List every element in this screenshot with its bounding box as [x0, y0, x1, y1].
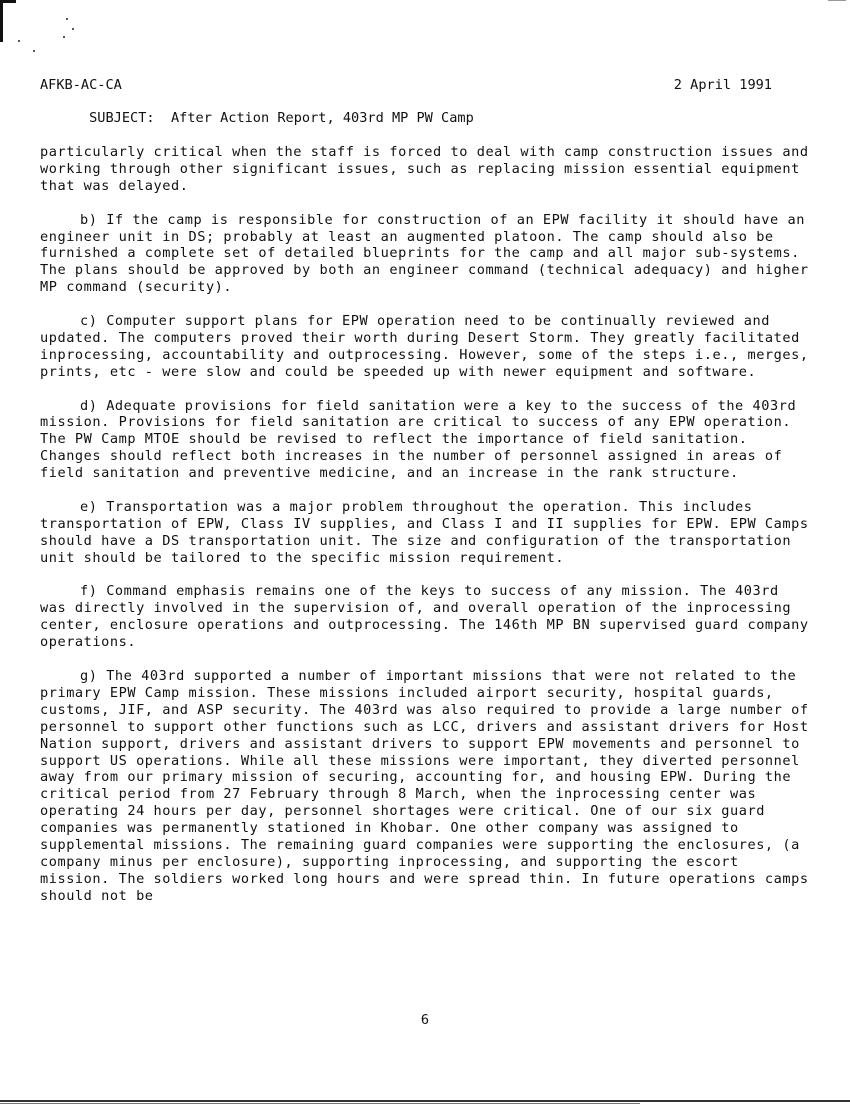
- subject-text: After Action Report, 403rd MP PW Camp: [170, 110, 474, 126]
- paragraph-continued: particularly critical when the staff is forced to deal with camp construction issues and working through other significant issues, such as replacing mission essential equipment that was delayed.: [40, 144, 809, 194]
- scan-speck: [18, 40, 20, 42]
- memo-body: [40, 144, 810, 922]
- paragraph-g: g) The 403rd supported a number of important missions that were not related to the primary EPW Camp mission. These missions included airport security, hospital guards, customs, JIF, and ASP security. The 403rd was also required to provide a large number of personnel to support other functions such as LCC, drivers and assistant drivers for Host Nation support, drivers and assistant drivers to support EPW movements and personnel to support US operations. While all these missions were important, they diverted personnel away from our primary mission of securing, accounting for, and housing EPW. During the critical period from 27 February through 8 March, when the inprocessing center was operating 24 hours per day, personnel shortages were critical. One of our six guard companies was permanently stationed in Khobar. One other company was assigned to supplemental missions. The remaining guard companies were supporting the enclosures, (a company minus per enclosure), supporting inprocessing, and supporting the escort mission. The soldiers worked long hours and were spread thin. In future operations camps should not be: [40, 668, 809, 904]
- paragraph-c: c) Computer support plans for EPW operation need to be continually reviewed and updated. The computers proved their worth during Desert Storm. They greatly facilitated inprocessing, accountability and outprocessing. However, some of the steps i.e., merges, prints, etc - were slow and could be speeded up with newer equipment and software.: [40, 313, 809, 380]
- subject-label: SUBJECT:: [89, 110, 155, 126]
- paragraph-d: d) Adequate provisions for field sanitation were a key to the success of the 403rd mission. Provisions for field sanitation are critical to success of any EPW operation. The PW Camp MTOE should be revised to reflect the importance of field sanitation. Changes should reflect both increases in the number of personnel assigned in areas of field sanitation and preventive medicine, and an increase in the rank structure.: [40, 397, 797, 482]
- scan-edge-mark: [0, 0, 16, 3]
- paragraph-f: f) Command emphasis remains one of the keys to success of any mission. The 403rd was directly involved in the supervision of, and overall operation of the inprocessing center, enclosure operations and outprocessing. The 146th MP BN supervised guard company operations.: [40, 583, 809, 651]
- bottom-border: [0, 1100, 850, 1102]
- paragraph-b: b) If the camp is responsible for construction of an EPW facility it should have an engineer unit in DS; probably at least an augmented platoon. The camp should also be furnished a complete set of detailed blueprints for the camp and all major sub-systems. The plans should be approved by both an engineer command (technical adequacy) and higher MP command (security).: [40, 211, 809, 296]
- scan-speck: [66, 18, 68, 20]
- memo-date: 2 April 1991: [673, 77, 772, 93]
- bottom-border: [0, 1103, 640, 1104]
- memo-header: [40, 77, 780, 143]
- scan-speck: [63, 36, 65, 38]
- scan-speck: [72, 28, 74, 30]
- scan-edge-mark: [828, 0, 846, 1]
- scan-speck: [33, 50, 35, 52]
- scan-edge-mark: [0, 0, 3, 42]
- page-number: 6: [420, 1012, 430, 1028]
- paragraph-e: e) Transportation was a major problem throughout the operation. This includes transportation of EPW, Class IV supplies, and Class I and II supplies for EPW. EPW Camps should have a DS transportation unit. The size and configuration of the transportation unit should be tailored to the specific mission requirement.: [40, 498, 809, 566]
- office-symbol: AFKB-AC-CA: [40, 77, 122, 93]
